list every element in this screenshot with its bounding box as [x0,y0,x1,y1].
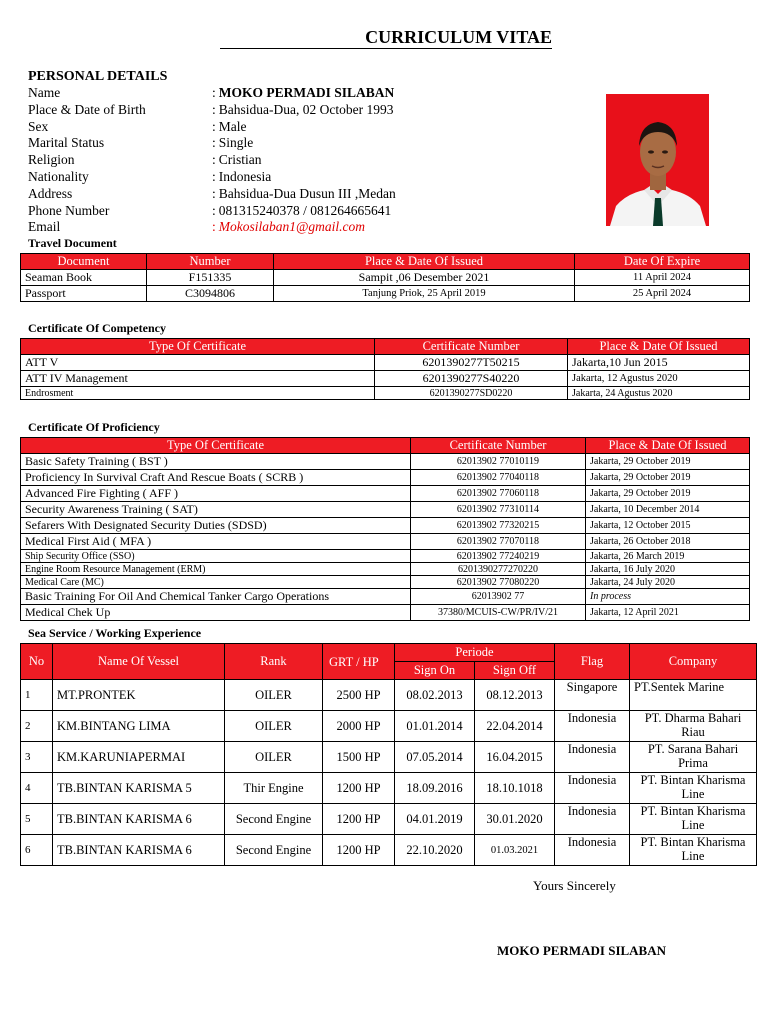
table-row [21,550,750,563]
table-row [21,355,750,371]
table-cell: Jakarta, 12 Agustus 2020 [568,371,750,387]
table-cell: 3 [21,742,53,773]
table-row [21,371,750,387]
document-title [220,26,552,49]
table-cell: Sefarers With Designated Security Duties (SDSD) [21,518,411,534]
table-cell: 1500 HP [323,742,395,773]
sea-service-heading: Sea Service / Working Experience [28,626,202,640]
colon-separator: : [212,185,216,201]
table-cell: 62013902 77080220 [411,576,586,589]
colon-separator: : [212,85,216,100]
table-cell: PT. Bintan Kharisma Line [630,773,757,804]
colon-separator: : [212,202,216,218]
travel-document-table [20,253,750,302]
table-cell: Medical First Aid ( MFA ) [21,534,411,550]
colon-separator: : [212,219,216,235]
table-cell: Jakarta, 26 March 2019 [586,550,750,563]
table-cell: 6 [21,835,53,866]
personal-detail-value [212,152,396,169]
table-cell: KM.BINTANG LIMA [53,711,225,742]
table-cell: Basic Safety Training ( BST ) [21,454,411,470]
column-header: Type Of Certificate [21,339,375,355]
email-value[interactable]: Mokosilaban1@gmail.com [218,219,366,235]
personal-detail-value [212,85,396,102]
table-row [21,711,757,742]
colon-separator: : [212,118,216,134]
column-header: Place & Date Of Issued [274,254,575,270]
personal-detail-row [28,102,396,119]
table-cell: 62013902 77040118 [411,470,586,486]
table-row [21,576,750,589]
table-cell: 16.04.2015 [475,742,555,773]
sea-header-company: Company [630,644,757,680]
table-cell: 08.12.2013 [475,680,555,711]
title-text: CURRICULUM VITAE [365,27,552,47]
table-cell: Medical Chek Up [21,605,411,621]
personal-detail-text: Bahsidua-Dua Dusun III ,Medan [218,185,396,201]
personal-detail-value [212,186,396,203]
table-row [21,680,757,711]
column-header: Number [147,254,274,270]
personal-detail-text: Male [218,118,247,134]
table-cell: Proficiency In Survival Craft And Rescue Boats ( SCRB ) [21,470,411,486]
table-cell: 6201390277270220 [411,563,586,576]
table-cell: 1200 HP [323,804,395,835]
table-cell: Jakarta, 29 October 2019 [586,470,750,486]
personal-details-table [28,85,396,236]
table-row [21,270,750,286]
table-cell: Indonesia [555,711,630,742]
table-row [21,804,757,835]
table-cell: 30.01.2020 [475,804,555,835]
table-cell: 62013902 77 [411,589,586,605]
personal-detail-row [28,203,396,220]
colon-separator: : [212,101,216,117]
personal-detail-label: Name [28,85,61,100]
profile-photo [606,94,709,226]
colon-separator: : [212,168,216,184]
closing-greeting: Yours Sincerely [533,878,616,893]
table-cell: Medical Care (MC) [21,576,411,589]
personal-detail-label: Address [28,185,73,201]
table-cell: Jakarta,10 Jun 2015 [568,355,750,371]
table-cell: 07.05.2014 [395,742,475,773]
personal-detail-label: Nationality [28,168,89,184]
personal-detail-value [212,135,396,152]
table-cell: Second Engine [225,804,323,835]
competency-heading: Certificate Of Competency [28,321,166,335]
personal-detail-text: Bahsidua-Dua, 02 October 1993 [218,101,394,117]
table-row [21,742,757,773]
table-row [21,518,750,534]
table-cell: Security Awareness Training ( SAT) [21,502,411,518]
table-cell: Thir Engine [225,773,323,804]
proficiency-heading: Certificate Of Proficiency [28,420,160,434]
table-cell: PT. Sarana Bahari Prima [630,742,757,773]
table-cell: Jakarta, 16 July 2020 [586,563,750,576]
table-cell: Indonesia [555,804,630,835]
person-photo-icon [606,94,709,226]
sea-header-sign-off: Sign Off [475,662,555,680]
personal-detail-value [212,169,396,186]
table-cell: 04.01.2019 [395,804,475,835]
table-cell: PT. Bintan Kharisma Line [630,804,757,835]
table-cell: 62013902 77320215 [411,518,586,534]
table-cell: Sampit ,06 Desember 2021 [274,270,575,286]
personal-detail-row [28,152,396,169]
table-cell: Second Engine [225,835,323,866]
table-cell: 01.03.2021 [475,835,555,866]
colon-separator: : [212,135,216,151]
table-cell: C3094806 [147,286,274,302]
personal-detail-text: 081315240378 / 081264665641 [218,202,392,218]
personal-detail-value [212,102,396,119]
table-cell: 5 [21,804,53,835]
personal-detail-value [212,219,396,236]
table-cell: Passport [21,286,147,302]
table-row [21,589,750,605]
column-header: Date Of Expire [575,254,750,270]
table-cell: 6201390277SD0220 [375,387,568,400]
table-cell: Jakarta, 24 Agustus 2020 [568,387,750,400]
table-cell: Jakarta, 12 October 2015 [586,518,750,534]
proficiency-table [20,437,750,621]
table-cell: 11 April 2024 [575,270,750,286]
table-cell: 22.04.2014 [475,711,555,742]
table-cell: F151335 [147,270,274,286]
table-cell: OILER [225,711,323,742]
personal-detail-row [28,85,396,102]
table-cell: 4 [21,773,53,804]
sea-header-flag: Flag [555,644,630,680]
sea-header-periode: Periode [395,644,555,662]
table-cell: Engine Room Resource Management (ERM) [21,563,411,576]
table-cell: Endrosment [21,387,375,400]
table-cell: 01.01.2014 [395,711,475,742]
personal-detail-text: MOKO PERMADI SILABAN [218,85,395,100]
travel-document-heading: Travel Document [28,236,117,250]
column-header: Document [21,254,147,270]
table-cell: Ship Security Office (SSO) [21,550,411,563]
table-cell: Jakarta, 29 October 2019 [586,486,750,502]
colon-separator: : [212,152,216,168]
table-cell: Indonesia [555,773,630,804]
table-cell: PT.Sentek Marine [630,680,757,711]
personal-detail-value [212,119,396,136]
table-row [21,454,750,470]
table-cell: TB.BINTAN KARISMA 5 [53,773,225,804]
signer-name: MOKO PERMADI SILABAN [497,943,667,958]
table-cell: 62013902 77010119 [411,454,586,470]
table-cell: 1200 HP [323,835,395,866]
table-row [21,773,757,804]
table-cell: 22.10.2020 [395,835,475,866]
table-cell: 1200 HP [323,773,395,804]
table-cell: 62013902 77060118 [411,486,586,502]
table-cell: 25 April 2024 [575,286,750,302]
table-cell: 2500 HP [323,680,395,711]
table-cell: ATT IV Management [21,371,375,387]
table-cell: OILER [225,680,323,711]
personal-detail-row [28,186,396,203]
table-row [21,534,750,550]
personal-detail-row [28,119,396,136]
table-cell: Basic Training For Oil And Chemical Tanker Cargo Operations [21,589,411,605]
personal-detail-text: Single [218,135,254,151]
table-cell: 2 [21,711,53,742]
table-cell: MT.PRONTEK [53,680,225,711]
personal-detail-row [28,219,396,236]
personal-detail-label: Sex [28,118,49,134]
table-cell: 1 [21,680,53,711]
personal-details-heading: PERSONAL DETAILS [28,69,168,84]
table-row [21,286,750,302]
personal-detail-text: Cristian [218,152,262,168]
table-cell: Seaman Book [21,270,147,286]
table-cell: 37380/MCUIS-CW/PR/IV/21 [411,605,586,621]
personal-detail-text: Indonesia [218,168,272,184]
table-cell: Jakarta, 26 October 2018 [586,534,750,550]
table-cell: 62013902 77240219 [411,550,586,563]
sea-header-sign-on: Sign On [395,662,475,680]
personal-detail-label: Place & Date of Birth [28,101,146,117]
table-cell: 18.09.2016 [395,773,475,804]
table-cell: TB.BINTAN KARISMA 6 [53,804,225,835]
table-cell: 2000 HP [323,711,395,742]
table-cell: ATT V [21,355,375,371]
sea-header-vessel: Name Of Vessel [53,644,225,680]
table-cell: 62013902 77070118 [411,534,586,550]
column-header: Place & Date Of Issued [568,339,750,355]
table-cell: PT. Bintan Kharisma Line [630,835,757,866]
table-cell: Indonesia [555,835,630,866]
table-row [21,486,750,502]
table-cell: TB.BINTAN KARISMA 6 [53,835,225,866]
table-row [21,563,750,576]
competency-table [20,338,750,400]
personal-detail-row [28,135,396,152]
table-row [21,502,750,518]
table-cell: Jakarta, 24 July 2020 [586,576,750,589]
table-cell: OILER [225,742,323,773]
table-cell: Indonesia [555,742,630,773]
table-cell: 62013902 77310114 [411,502,586,518]
table-cell: Advanced Fire Fighting ( AFF ) [21,486,411,502]
sea-header-no: No [21,644,53,680]
table-cell: Jakarta, 10 December 2014 [586,502,750,518]
sea-service-table [20,643,757,866]
table-cell: Singapore [555,680,630,711]
table-cell: PT. Dharma Bahari Riau [630,711,757,742]
personal-detail-label: Email [28,219,61,235]
personal-detail-label: Phone Number [28,202,110,218]
table-cell: Tanjung Priok, 25 April 2019 [274,286,575,302]
table-row [21,605,750,621]
personal-detail-row [28,169,396,186]
table-row [21,387,750,400]
table-cell: Jakarta, 29 October 2019 [586,454,750,470]
table-cell: KM.KARUNIAPERMAI [53,742,225,773]
personal-detail-value [212,203,396,220]
table-row [21,470,750,486]
personal-detail-label: Marital Status [28,135,105,151]
column-header: Type Of Certificate [21,438,411,454]
sea-header-rank: Rank [225,644,323,680]
table-row [21,835,757,866]
column-header: Certificate Number [375,339,568,355]
table-cell: 08.02.2013 [395,680,475,711]
table-cell: 18.10.1018 [475,773,555,804]
table-cell: 6201390277T50215 [375,355,568,371]
column-header: Place & Date Of Issued [586,438,750,454]
table-cell: In process [586,589,750,605]
table-cell: Jakarta, 12 April 2021 [586,605,750,621]
sea-header-grt: GRT / HP [323,644,395,680]
table-cell: 6201390277S40220 [375,371,568,387]
column-header: Certificate Number [411,438,586,454]
personal-detail-label: Religion [28,152,75,168]
